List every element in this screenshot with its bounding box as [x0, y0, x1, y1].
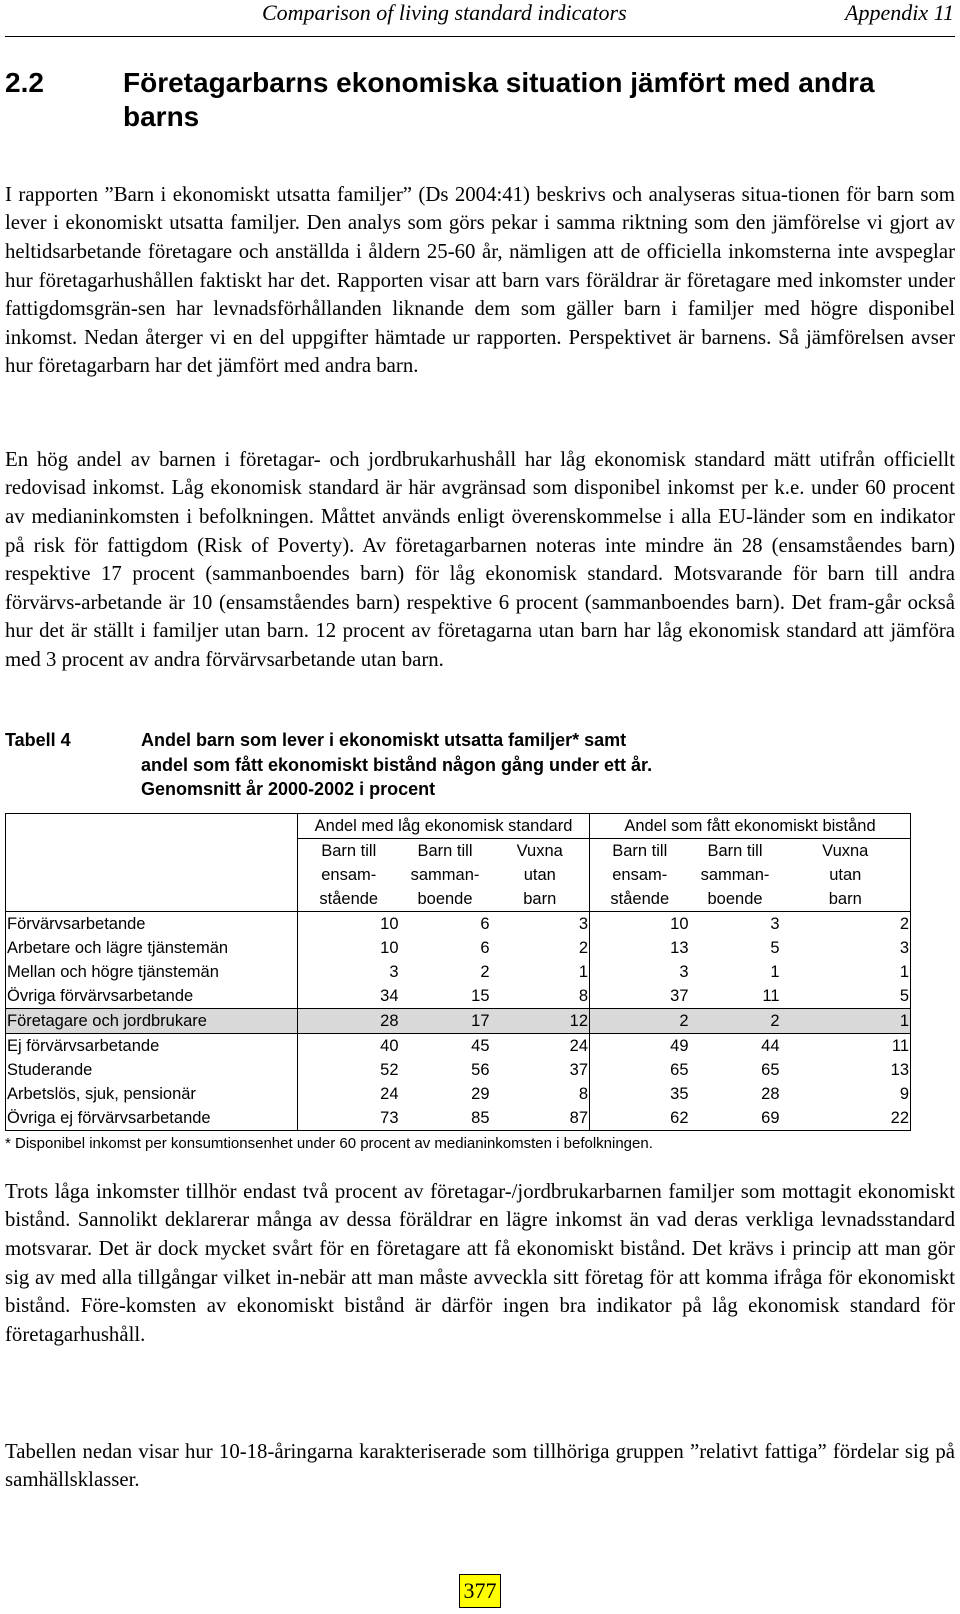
table-cell: 40 [298, 1034, 400, 1059]
column-header: barn [781, 887, 911, 912]
table-cell: 8 [578, 987, 589, 1005]
table-cell: 49 [590, 1034, 690, 1059]
table-cell: 28 [298, 1009, 400, 1034]
table-cell: 2 [480, 963, 490, 981]
table-cell: 3 [491, 912, 590, 937]
table-cell: 6 [400, 912, 491, 937]
running-header-appendix: Appendix 11 [845, 0, 954, 25]
row-label: Förvärvsarbetande [6, 912, 298, 937]
table-cell: 35 [590, 1082, 690, 1106]
column-header: Barn till [417, 842, 473, 860]
table-cell: 2 [578, 939, 589, 957]
row-label: Studerande [6, 1058, 298, 1082]
table-cell: 13 [781, 1058, 911, 1082]
table-cell: 69 [690, 1106, 781, 1131]
column-header: Barn till [590, 839, 690, 864]
table-cell: 9 [781, 1082, 911, 1106]
table-cell: 10 [298, 912, 400, 937]
table-cell: 2 [590, 1009, 690, 1034]
row-label: Ej förvärvsarbetande [6, 1034, 298, 1059]
row-label: Arbetslös, sjuk, pensionär [6, 1082, 298, 1106]
table-cell: 65 [761, 1061, 780, 1079]
table-cell: 52 [298, 1058, 400, 1082]
table-cell: 2 [690, 1009, 781, 1034]
table-cell: 8 [578, 1085, 589, 1103]
table-cell: 1 [781, 960, 911, 984]
group-header-assistance: Andel som fått ekonomiskt bistånd [590, 814, 911, 839]
table-cell: 11 [762, 987, 780, 1005]
row-label: Företagare och jordbrukare [6, 1009, 298, 1034]
column-header: boende [417, 890, 473, 908]
column-header: stående [590, 887, 690, 912]
table-caption-line: Genomsnitt år 2000-2002 i procent [141, 779, 436, 799]
table-cell: 24 [569, 1037, 589, 1055]
section-title: Företagarbarns ekonomiska situation jämfört med andra barns [123, 67, 875, 132]
table-caption-text [141, 728, 781, 802]
table-cell: 13 [590, 936, 690, 960]
table-cell: 10 [590, 912, 690, 937]
column-header: barn [523, 890, 557, 908]
table-cell: 1 [781, 1009, 911, 1034]
running-header-title: Comparison of living standard indicators [262, 0, 627, 25]
paragraph-table-intro: Tabellen nedan visar hur 10-18-åringarna karakteriserade som tillhöriga gruppen ”relativt fattiga” fördelar sig på samhällsklasser. [5, 1439, 955, 1492]
table-cell: 10 [298, 936, 400, 960]
paragraph-assistance: Trots låga inkomster tillhör endast två procent av företagar-/jordbrukarbarnen familjer som mottagit ekonomiskt bistånd. Sannolikt deklarerar många av dessa föräldrar en lägre inkomst än vad deras verkliga levnadsstandard motsvarar. Det är dock mycket svårt för en företagare att få ekonomiskt bistånd. Det krävs i princip att man gör sig av med alla tillgångar vilket in-nebär att man måste avveckla sitt företag för att komma ifråga för ekonomiskt bistånd. Före-komsten av ekonomiskt bistånd är därför ingen bra indikator på låg ekonomisk standard för företagarhushåll. [5, 1179, 955, 1346]
column-header: utan [523, 866, 556, 884]
header-rule [5, 36, 955, 37]
table-row [6, 1082, 911, 1106]
section-number: 2.2 [5, 67, 44, 98]
paragraph-intro: I rapporten ”Barn i ekonomiskt utsatta familjer” (Ds 2004:41) beskrivs och analyseras situa-tionen för barn som lever i ekonomiskt utsatta familjer. Den analys som görs pekar i samma riktning som den jämförelse vi gjort av heltidsarbetande företagare och anställda i åldern 25-60 år, nämligen att de officiella inkomsterna inte avspeglar hur företagarhushållen faktiskt har det. Rapporten visar att barn vars föräldrar är företagare med inkomster under fattigdomsgrän-sen har levnadsförhållanden liknande dem som gäller barn i familjer med högre disponibel inkomst. Nedan återger vi en del uppgifter hämtade ur rapporten. Perspektivet är barnens. Så jämförelsen avser hur företagarbarn har det jämfört med andra barn. [5, 182, 955, 378]
column-header: Vuxna [781, 839, 911, 864]
row-label: Mellan och högre tjänstemän [6, 960, 298, 984]
table-cell: 5 [770, 939, 780, 957]
table-cell: 85 [400, 1106, 491, 1131]
table-cell: 24 [298, 1082, 400, 1106]
table-row [6, 1034, 911, 1059]
table-cell: 3 [298, 960, 400, 984]
table-row [6, 936, 911, 960]
table-cell: 2 [781, 912, 911, 937]
column-header: samman- [700, 866, 770, 884]
table-cell: 62 [590, 1106, 690, 1131]
column-header: stående [298, 887, 400, 912]
table-cell: 3 [590, 960, 690, 984]
row-label: Arbetare och lägre tjänstemän [6, 936, 298, 960]
table-cell: 73 [298, 1106, 400, 1131]
column-header: ensam- [590, 863, 690, 887]
table-cell: 37 [590, 984, 690, 1009]
table-row [6, 912, 911, 937]
data-table [5, 813, 911, 1131]
table-cell: 17 [400, 1009, 491, 1034]
table-cell: 34 [298, 984, 400, 1009]
table-cell: 11 [781, 1034, 911, 1059]
table-row [6, 960, 911, 984]
table-caption-line: Andel barn som lever i ekonomiskt utsatta familjer* samt [141, 730, 627, 750]
table-row [6, 1009, 911, 1034]
table-cell: 44 [761, 1037, 780, 1055]
table-row [6, 984, 911, 1009]
column-header: boende [707, 890, 763, 908]
table-cell: 12 [491, 1009, 590, 1034]
table-cell: 56 [471, 1061, 490, 1079]
table-label: Tabell 4 [5, 730, 71, 750]
column-header: Barn till [707, 842, 763, 860]
table-cell: 5 [781, 984, 911, 1009]
table-corner-cell [6, 814, 298, 839]
group-header-low-standard: Andel med låg ekonomisk standard [298, 814, 590, 839]
row-label: Övriga förvärvsarbetande [6, 984, 298, 1009]
table-cell: 3 [781, 936, 911, 960]
table-cell: 87 [491, 1106, 590, 1131]
paragraph-low-standard: En hög andel av barnen i företagar- och jordbrukarhushåll har låg ekonomisk standard mätt utifrån officiellt redovisad inkomst. Låg ekonomisk standard är här avgränsad som disponibel inkomst per k.e. under 60 procent av medianinkomsten i befolkningen. Måttet används enligt överenskommelse i alla EU-länder som en indikator på risk för fattigdom (Risk of Poverty). Av företagarbarnen noteras inte mindre än 28 (ensamståendes barn) respektive 17 procent (sammanboendes barn) för låg ekonomisk standard. Motsvarande för barn till andra förvärvs-arbetande är 10 (ensamståendes barn) respektive 6 procent (sammanboendes barn). Det fram-går också hur det är ställt i familjer utan barn. 12 procent av företagarna utan barn har låg ekonomisk standard att jämföra med 3 procent av andra förvärvsarbetande utan barn. [5, 447, 955, 671]
table-cell: 29 [471, 1085, 490, 1103]
table-footnote: * Disponibel inkomst per konsumtionsenhet under 60 procent av medianinkomsten i befolkningen. [5, 1135, 653, 1152]
column-header: samman- [410, 866, 480, 884]
table-cell: 28 [761, 1085, 780, 1103]
table-cell: 1 [578, 963, 589, 981]
table-cell: 3 [690, 912, 781, 937]
table-cell: 45 [471, 1037, 490, 1055]
table-row [6, 1106, 911, 1131]
table-cell: 37 [569, 1061, 589, 1079]
table-cell: 6 [480, 939, 490, 957]
column-header: Vuxna [516, 842, 563, 860]
column-header: ensam- [298, 863, 400, 887]
table-row [6, 1058, 911, 1082]
table-cell: 15 [471, 987, 490, 1005]
row-label: Övriga ej förvärvsarbetande [6, 1106, 298, 1131]
table-caption-line: andel som fått ekonomiskt bistånd någon gång under ett år. [141, 754, 653, 775]
table-cell: 65 [590, 1058, 690, 1082]
column-header: Barn till [298, 839, 400, 864]
column-header: utan [781, 863, 911, 887]
table-cell: 1 [770, 963, 780, 981]
page-number: 377 [459, 1574, 501, 1608]
table-cell: 22 [781, 1106, 911, 1131]
